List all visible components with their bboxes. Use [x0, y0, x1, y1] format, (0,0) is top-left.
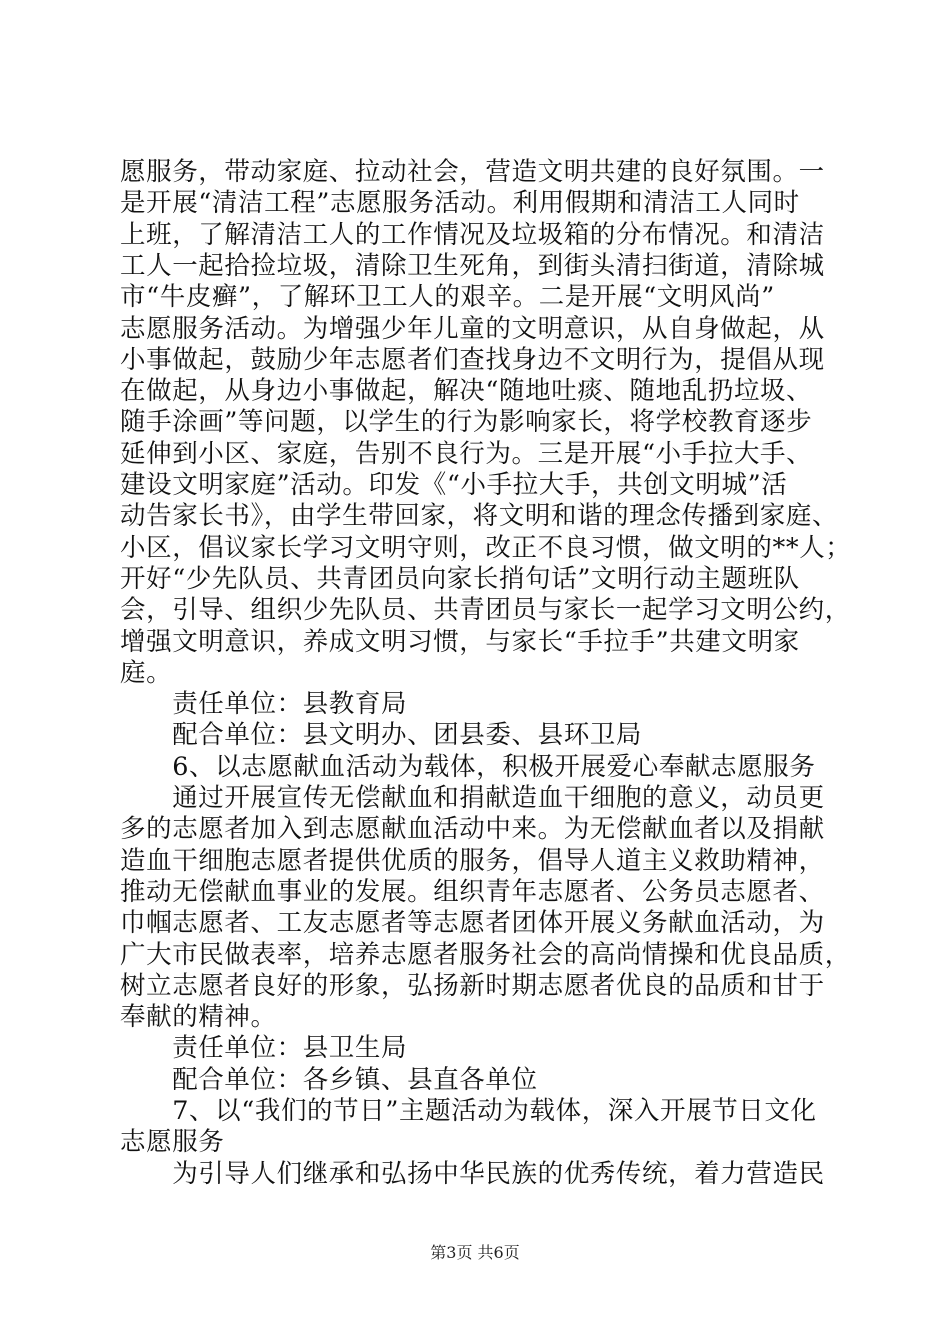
text-line: 是开展“清洁工程”志愿服务活动。利用假期和清洁工人同时 [120, 188, 800, 219]
text-line: 巾帼志愿者、工友志愿者等志愿者团体开展义务献血活动，为 [120, 908, 825, 939]
text-line: 动告家长书》，由学生带回家，将文明和谐的理念传播到家庭、 [120, 501, 839, 532]
text-line: 6、以志愿献血活动为载体，积极开展爱心奉献志愿服务 [120, 751, 816, 782]
text-line: 广大市民做表率，培养志愿者服务社会的高尚情操和优良品质， [120, 939, 851, 970]
text-line: 通过开展宣传无偿献血和捐献造血干细胞的意义，动员更 [120, 783, 825, 813]
text-line: 为引导人们继承和弘扬中华民族的优秀传统，着力营造民 [120, 1158, 825, 1189]
text-line: 配合单位：各乡镇、县直各单位 [120, 1064, 538, 1095]
text-line: 工人一起拾捡垃圾，清除卫生死角，到街头清扫街道，清除城 [120, 250, 825, 281]
text-line: 上班，了解清洁工人的工作情况及垃圾箱的分布情况。和清洁 [120, 219, 825, 250]
text-line: 开好“少先队员、共青团员向家长捎句话”文明行动主题班队 [120, 563, 800, 594]
text-line: 配合单位：县文明办、团县委、县环卫局 [120, 720, 643, 751]
text-line: 市“牛皮癣”，了解环卫工人的艰辛。二是开展“文明风尚” [120, 282, 775, 313]
text-line: 志愿服务 [120, 1127, 225, 1158]
text-line: 多的志愿者加入到志愿献血活动中来。为无偿献血者以及捐献 [120, 814, 825, 845]
text-line: 小区，倡议家长学习文明守则，改正不良习惯，做文明的**人； [120, 532, 852, 563]
text-line: 会，引导、组织少先队员、共青团员与家长一起学习文明公约， [120, 595, 851, 626]
text-line: 小事做起，鼓励少年志愿者们查找身边不文明行为，提倡从现 [120, 344, 825, 375]
text-line: 树立志愿者良好的形象，弘扬新时期志愿者优良的品质和甘于 [120, 970, 825, 1001]
text-line: 延伸到小区、家庭，告别不良行为。三是开展“小手拉大手、 [120, 438, 813, 469]
text-line: 庭。 [120, 657, 173, 688]
text-line: 愿服务，带动家庭、拉动社会，营造文明共建的良好氛围。一 [120, 157, 825, 187]
text-line: 责任单位：县卫生局 [120, 1033, 408, 1064]
text-line: 在做起，从身边小事做起，解决“随地吐痰、随地乱扔垃圾、 [120, 376, 813, 407]
text-line: 推动无偿献血事业的发展。组织青年志愿者、公务员志愿者、 [120, 876, 825, 907]
text-line: 随手涂画”等问题，以学生的行为影响家长，将学校教育逐步 [120, 407, 813, 438]
page-footer: 第3页 共6页 [430, 1243, 520, 1262]
text-line: 建设文明家庭”活动。印发《“小手拉大手，共创文明城”活 [120, 470, 788, 500]
text-line: 7、以“我们的节日”主题活动为载体，深入开展节日文化 [120, 1096, 817, 1126]
text-line: 奉献的精神。 [120, 1002, 277, 1033]
text-line: 造血干细胞志愿者提供优质的服务，倡导人道主义救助精神， [120, 845, 825, 876]
text-line: 增强文明意识，养成文明习惯，与家长“手拉手”共建文明家 [120, 626, 800, 657]
text-line: 志愿服务活动。为增强少年儿童的文明意识，从自身做起，从 [120, 313, 825, 344]
text-line: 责任单位：县教育局 [120, 689, 408, 720]
